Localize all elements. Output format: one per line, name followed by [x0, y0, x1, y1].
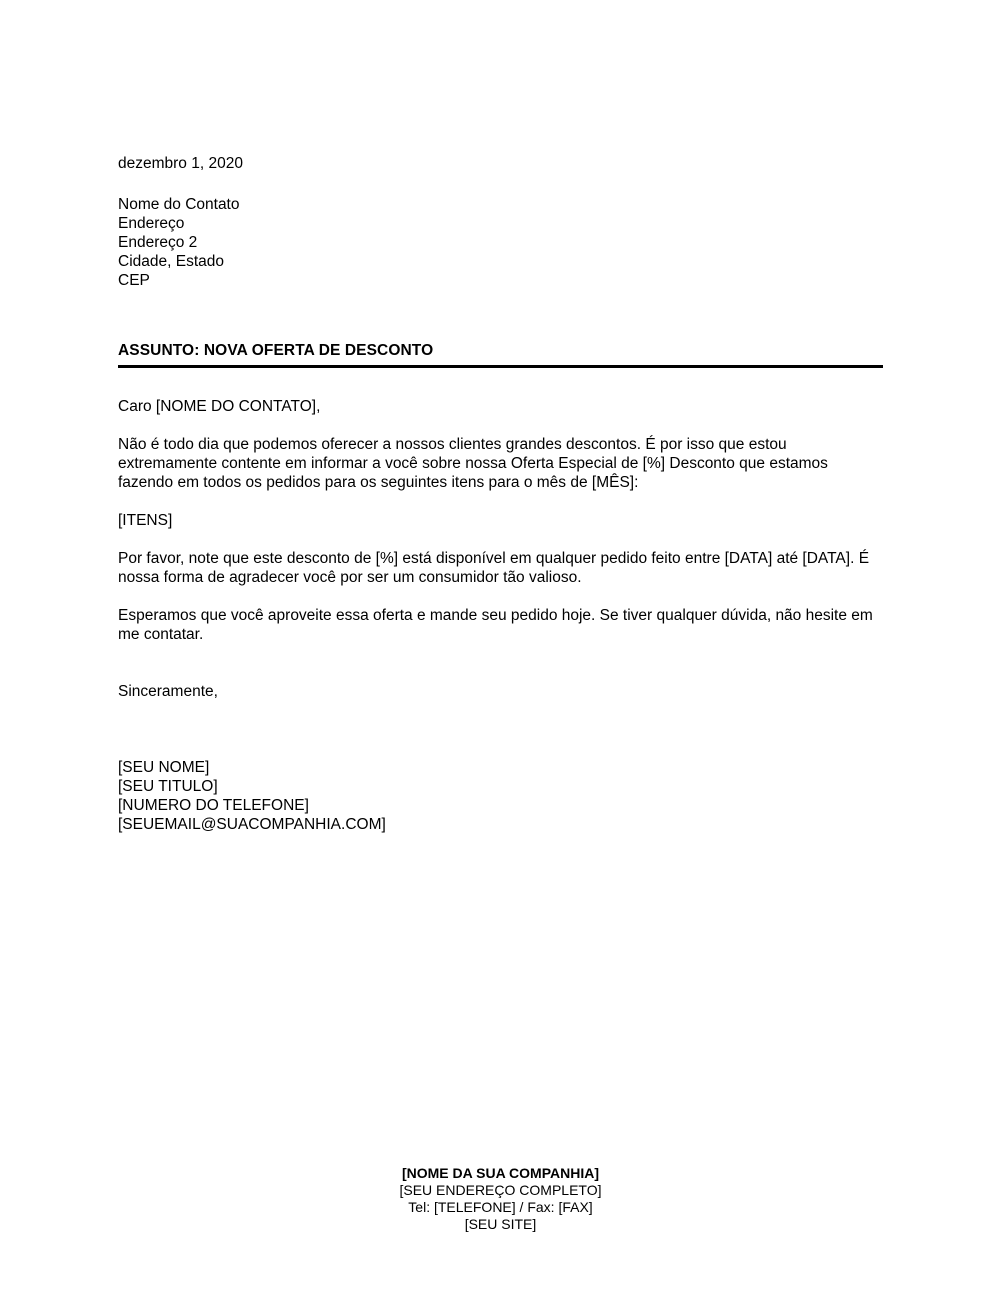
- footer-company-name: [NOME DA SUA COMPANHIA]: [401, 1165, 600, 1181]
- subject-line: ASSUNTO: NOVA OFERTA DE DESCONTO: [118, 342, 434, 359]
- signature-title: [SEU TITULO]: [118, 778, 218, 795]
- salutation: Caro [NOME DO CONTATO],: [118, 398, 321, 415]
- footer-tel-fax: Tel: [TELEFONE] / Fax: [FAX]: [408, 1199, 593, 1215]
- signature-block: [118, 758, 883, 834]
- body-paragraph-3: Esperamos que você aproveite essa oferta e mande seu pedido hoje. Se tiver qualquer dúvida, não hesite em me contatar.: [118, 607, 873, 643]
- signature-email: [SEUEMAIL@SUACOMPANHIA.COM]: [118, 816, 386, 833]
- subject-divider-rule: [118, 365, 883, 368]
- recipient-city-state: Cidade, Estado: [118, 253, 224, 270]
- recipient-block: [118, 195, 883, 290]
- footer-website: [SEU SITE]: [464, 1216, 537, 1232]
- recipient-zip: CEP: [118, 272, 150, 289]
- company-footer: [118, 1165, 883, 1290]
- footer-company-address: [SEU ENDEREÇO COMPLETO]: [399, 1182, 602, 1198]
- recipient-address-1: Endereço: [118, 215, 185, 232]
- signature-name: [SEU NOME]: [118, 759, 210, 776]
- closing: Sinceramente,: [118, 683, 218, 700]
- items-placeholder: [ITENS]: [118, 512, 173, 529]
- body-paragraph-2: Por favor, note que este desconto de [%] está disponível em qualquer pedido feito entre [DATA] até [DATA]. É nossa forma de agradecer você por ser um consumidor tão valioso.: [118, 550, 870, 586]
- letter-date: dezembro 1, 2020: [118, 155, 243, 172]
- body-paragraph-1: Não é todo dia que podemos oferecer a nossos clientes grandes descontos. É por isso que estou extremamente contente em informar a você sobre nossa Oferta Especial de [%] Desconto que estamos fazendo em todos os pedidos para os seguintes itens para o mês de [MÊS]:: [118, 436, 828, 491]
- recipient-name: Nome do Contato: [118, 196, 240, 213]
- recipient-address-2: Endereço 2: [118, 234, 198, 251]
- signature-phone: [NUMERO DO TELEFONE]: [118, 797, 309, 814]
